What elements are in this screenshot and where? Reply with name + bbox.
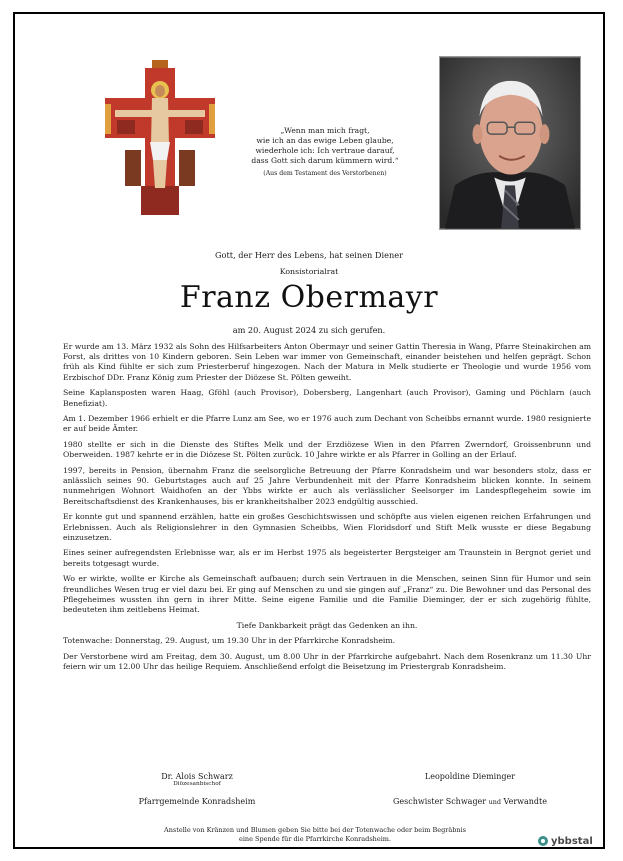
signature-name: Geschwister Schwager xyxy=(393,797,489,806)
bio-paragraph: Er konnte gut und spannend erzählen, hatte ein großes Geschichtswissen und schöpfte aus vielen eigenen reichen Erfahrungen und Erlebnissen. Auch als Religionslehrer in den Gymnasien Scheibbs, Wien Floridsdorf und Stift Melk wusste er diese Begabung einzusetzen. xyxy=(63,512,591,542)
wake-info: Totenwache: Donnerstag, 29. August, um 19.30 Uhr in der Pfarrkirche Konradsheim. xyxy=(63,636,396,646)
testament-quote xyxy=(220,126,430,179)
quote-line: „Wenn man mich fragt, xyxy=(280,126,370,135)
signature-family xyxy=(350,797,590,806)
quote-line: wiederhole ich: Ich vertraue darauf, xyxy=(255,146,395,155)
rank-title: Konsistorialrat xyxy=(279,267,339,276)
thanks-line: Tiefe Dankbarkeit prägt das Gedenken an ihn. xyxy=(236,620,418,630)
bio-paragraph: Seine Kaplansposten waren Haag, Gföhl (auch Provisor), Dobersberg, Langenhart (auch Provisor), Gaming und Pöchlarn (auch Benefiziat). xyxy=(63,388,591,408)
bio-paragraph: Er wurde am 13. März 1932 als Sohn des Hilfsarbeiters Anton Obermayr und seiner Gattin Theresia in Wang, Pfarre Steinakirchen am Forst, als drittes von 10 Kindern geboren. Sein Leben war immer von Gemeinschaft, einander beistehen und helfen geprägt. Schon früh als Kind fühlte er sich zum Priesterberuf hingezogen. Nach der Matura in Melk studierte er Theologie und wurde 1956 vom Erzbischof DDr. Franz König zum Priester der Diözese St. Pölten geweiht. xyxy=(63,342,591,382)
signature-name: Pfarrgemeinde Konradsheim xyxy=(138,797,256,806)
funeral-info: Der Verstorbene wird am Freitag, dem 30. August, um 8.00 Uhr in der Pfarrkirche aufgebahrt. Nach dem Rosenkranz um 11.30 Uhr feiern wir um 12.00 Uhr das heilige Requiem. Anschließend erfolgt die Beisetzung im Priestergrab Konradsheim. xyxy=(63,652,591,672)
donation-line: Anstelle von Kränzen und Blumen geben Sie bitte bei der Totenwache oder beim Begräbnis xyxy=(164,826,466,834)
signature-parish xyxy=(117,797,277,806)
donation-line: eine Spende für die Pfarrkirche Konradsheim. xyxy=(239,835,391,843)
bio-paragraph: Eines seiner aufregendsten Erlebnisse war, als er im Herbst 1975 als begeisterter Bergsteiger am Traunstein in Bergnot geriet und bereits totgesagt wurde. xyxy=(63,548,591,568)
obituary-card xyxy=(13,12,605,849)
donation-note xyxy=(115,826,515,844)
signature-name: Leopoldine Dieminger xyxy=(424,772,516,781)
bio-paragraph: 1980 stellte er sich in die Dienste des Stiftes Melk und der Erzdiözese Wien in den Pfarren Zwerndorf, Groissenbrunn und Oberweiden. 1987 kehrte er in die Diözese St. Pölten zurück. 10 Jahre wirkte er als Pfarrer in Golling an der Erlauf. xyxy=(63,440,591,460)
signature-connector: und xyxy=(488,798,501,806)
signature-bishop xyxy=(127,772,267,787)
ybbstal-logo-text: ybbstal xyxy=(551,835,593,847)
deceased-name: Franz Obermayr xyxy=(179,280,439,315)
quote-line: wie ich an das ewige Leben glaube, xyxy=(256,136,394,145)
signature-name: Verwandte xyxy=(501,797,547,806)
quote-source: (Aus dem Testament des Verstorbenen) xyxy=(263,170,387,177)
bio-paragraph: Wo er wirkte, wollte er Kirche als Gemeinschaft aufbauen; durch sein Vertrauen in die Menschen, seinen Sinn für Humor und sein freundliches Wesen trug er viel dazu bei. Er ging auf Menschen zu und sie gingen auf „Franz“ zu. Die Bewohner und das Personal des Pflegeheimes wussten ihn gern in ihrer Mitte. Seine eigene Familie und die Familie Dieminger, der er sich zugehörig fühlte, bedeuteten ihm zeitlebens Heimat. xyxy=(63,574,591,614)
bio-paragraph: Am 1. Dezember 1966 erhielt er die Pfarre Lunz am See, wo er 1976 auch zum Dechant von Scheibbs ernannt wurde. 1980 resignierte er auf beide Ämter. xyxy=(63,414,591,434)
signature-title: Diözesanbischof xyxy=(173,781,221,787)
ybbstal-logo xyxy=(538,834,593,848)
crucifix-icon xyxy=(105,60,215,215)
death-date-text: am 20. August 2024 zu sich gerufen. xyxy=(232,325,386,335)
signature-dieminger xyxy=(385,772,555,781)
quote-line: dass Gott sich darum kümmern wird.“ xyxy=(251,156,399,165)
ybbstal-logo-icon xyxy=(538,836,548,846)
bio-paragraph: 1997, bereits in Pension, übernahm Franz die seelsorgliche Betreuung der Pfarre Konradsheim und war besonders stolz, dass er anlässlich seines 90. Geburtstages auch auf 25 Jahre Verbundenheit mit der Pfarre Konradsheim blicken konnte. In seinem nunmehrigen Wohnort Waidhofen an der Ybbs wirkte er auch als verlässlicher Seelsorger im Landespflegeheim sowie im Bereitschaftsdienst des Krankenhauses, bis er krankheitshalber 2023 endgültig ausschied. xyxy=(63,466,591,506)
biography xyxy=(63,342,591,678)
portrait-photo xyxy=(439,56,581,230)
signature-name: Dr. Alois Schwarz xyxy=(161,772,233,781)
intro-text: Gott, der Herr des Lebens, hat seinen Diener xyxy=(215,250,403,260)
